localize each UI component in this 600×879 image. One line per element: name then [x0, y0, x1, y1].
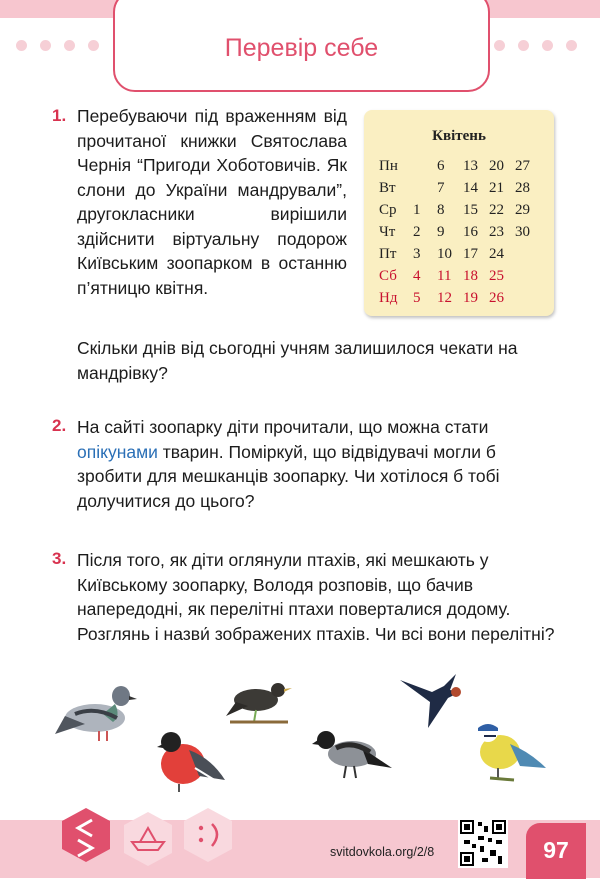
dots-right [490, 40, 600, 52]
task-3-text: Після того, як діти оглянули птахів, які мешкають у Київському зоопарку, Володя розповів, що бачив напередодні, як перелітні птахи поверталися додому. Розглянь і назви́ зображених птахів. Чи всі вони перелітні? [77, 550, 555, 644]
blue-tit-illustration [470, 718, 548, 784]
paper-boat-icon [122, 810, 174, 868]
calendar-date: 29 [515, 202, 530, 218]
calendar-date: 19 [463, 290, 478, 306]
calendar-date: 2 [413, 224, 421, 240]
calendar-date: 12 [437, 290, 452, 306]
page-title: Перевір себе [224, 34, 379, 62]
calendar-date: 17 [463, 246, 478, 262]
task-1-text: Перебуваючи під враженням від прочитаної книжки Святослава Чернія “Пригоди Хоботовичів. Як слони до України мандрували”, другокласники вирішили здійснити віртуальну подорож Київським зоопарком в останню п’ятницю квітня. [77, 106, 347, 298]
calendar-date: 7 [437, 180, 445, 196]
calendar-date: 21 [489, 180, 504, 196]
calendar-date: 8 [437, 202, 445, 218]
swallow-illustration [398, 670, 468, 728]
calendar-date: 3 [413, 246, 421, 262]
task-1-question: Скільки днів від сьогодні учням залишилося чекати на мандрівку? [77, 338, 518, 383]
crow-illustration [312, 724, 392, 782]
task-number: 3. [52, 549, 67, 568]
calendar-day-name: Пн [379, 158, 398, 174]
task-2-text-end: тварин. Поміркуй, що відвідувачі могли б зробити для мешканців зоопарку. Чи хотілося б тобі долучитися до цього? [77, 441, 500, 511]
task-number: 1. [52, 106, 67, 125]
calendar-date: 4 [413, 268, 421, 284]
calendar-date: 22 [489, 202, 504, 218]
calendar-date: 9 [437, 224, 445, 240]
guardians-link[interactable]: опікунами [77, 441, 158, 462]
calendar-day-name: Сб [379, 268, 397, 284]
page-number: 97 [543, 837, 569, 863]
calendar-date: 28 [515, 180, 530, 196]
calendar-title: Квітень [432, 128, 486, 144]
calendar-date: 18 [463, 268, 478, 284]
calendar-date: 10 [437, 246, 452, 262]
dots-left [0, 40, 110, 52]
calendar-date: 26 [489, 290, 504, 306]
calendar-date: 6 [437, 158, 445, 174]
calendar-date: 1 [413, 202, 421, 218]
task-2-text-start: На сайті зоопарку діти прочитали, що можна стати [77, 417, 489, 437]
smiley-icon [182, 806, 234, 864]
task-2-text [77, 415, 557, 513]
starling-illustration [226, 676, 292, 726]
calendar-day-name: Вт [379, 180, 396, 196]
calendar-date: 15 [463, 202, 478, 218]
task-number: 2. [52, 416, 67, 435]
calendar-date: 24 [489, 246, 504, 262]
calendar-card [364, 110, 554, 316]
compare-icon [60, 806, 112, 864]
calendar-date: 27 [515, 158, 530, 174]
bullfinch-illustration [155, 728, 227, 793]
calendar-date: 11 [437, 268, 452, 284]
calendar-date: 16 [463, 224, 478, 240]
calendar-day-name: Пт [379, 246, 397, 262]
calendar-date: 5 [413, 290, 421, 306]
calendar-date: 25 [489, 268, 504, 284]
footer-url[interactable]: svitdovkola.org/2/8 [330, 845, 435, 859]
calendar-day-name: Ср [379, 202, 397, 218]
calendar-date: 13 [463, 158, 478, 174]
calendar-date: 14 [463, 180, 478, 196]
qr-code[interactable] [458, 818, 508, 868]
calendar-day-name: Нд [379, 290, 398, 306]
calendar-date: 30 [515, 224, 530, 240]
calendar-date: 20 [489, 158, 504, 174]
calendar-day-name: Чт [379, 224, 396, 240]
pigeon-illustration [55, 678, 137, 743]
calendar-date: 23 [489, 224, 504, 240]
